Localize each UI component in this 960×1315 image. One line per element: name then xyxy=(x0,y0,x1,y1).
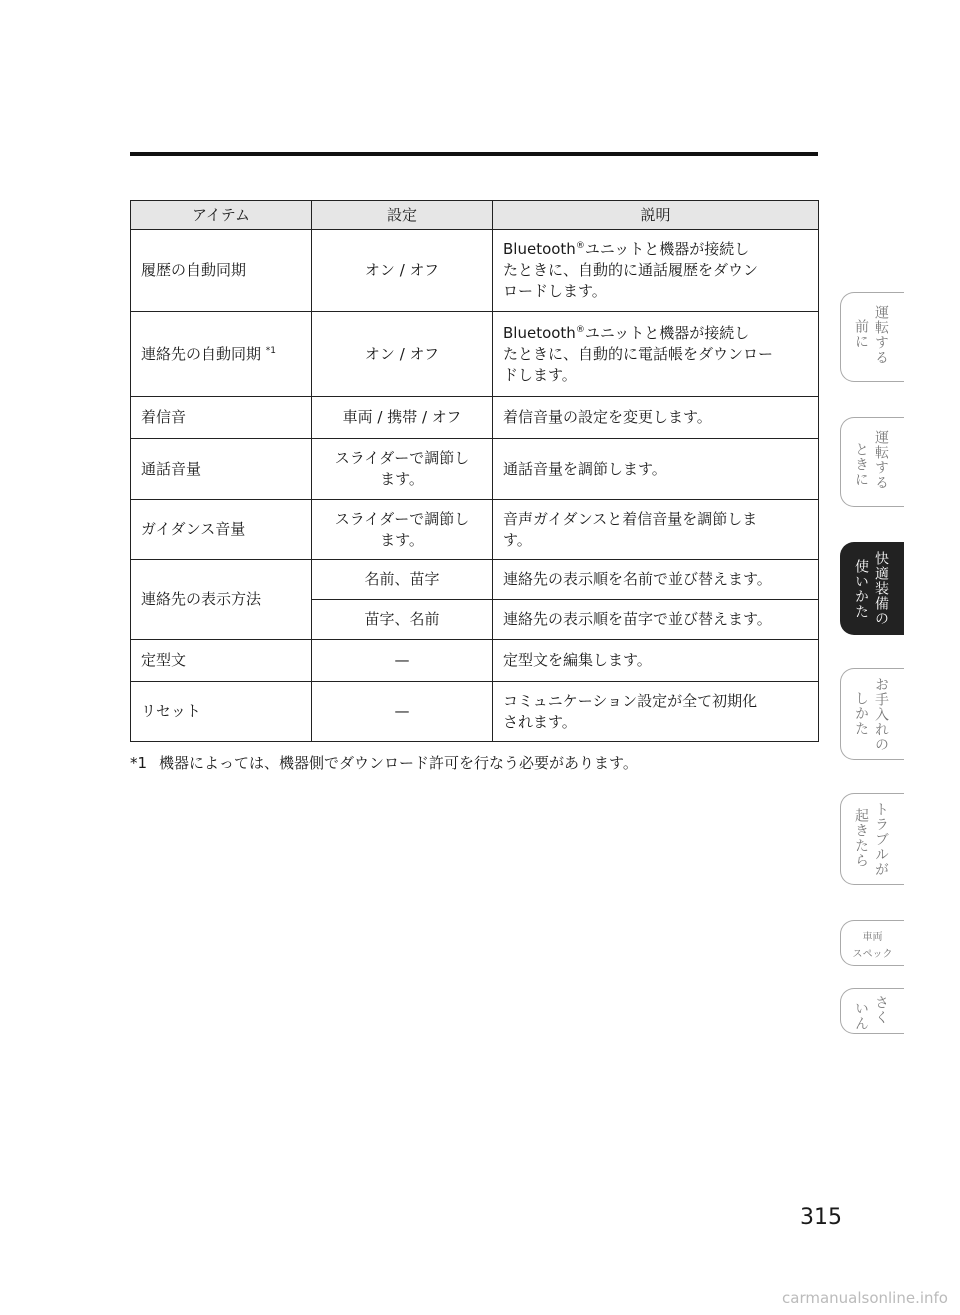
table-row xyxy=(131,682,819,742)
cell-item: 通話音量 xyxy=(131,439,312,500)
cell-description: 着信音量の設定を変更します。 xyxy=(493,397,819,439)
cell-description: 連絡先の表示順を名前で並び替えます。 xyxy=(493,560,819,600)
header-setting: 設定 xyxy=(312,201,493,230)
cell-item: リセット xyxy=(131,682,312,742)
tab-maintenance[interactable]: お手入れの しかた xyxy=(840,668,904,760)
table-row xyxy=(131,500,819,560)
cell-description: 連絡先の表示順を苗字で並び替えます。 xyxy=(493,600,819,640)
page-number: 315 xyxy=(800,1205,842,1230)
cell-description: 通話音量を調節します。 xyxy=(493,439,819,500)
cell-item: 連絡先の表示方法 xyxy=(131,560,312,640)
cell-description: Bluetooth®ユニットと機器が接続し たときに、自動的に電話帳をダウンロー ドします。 xyxy=(493,312,819,397)
cell-setting: スライダーで調節し ます。 xyxy=(312,500,493,560)
table-row xyxy=(131,640,819,682)
cell-description: コミュニケーション設定が全て初期化 されます。 xyxy=(493,682,819,742)
settings-table xyxy=(130,200,819,742)
cell-description: 音声ガイダンスと着信音量を調節しま す。 xyxy=(493,500,819,560)
cell-item: 連絡先の自動同期 $^{*1}$ xyxy=(131,312,312,397)
cell-setting: 苗字、名前 xyxy=(312,600,493,640)
cell-setting: — xyxy=(312,682,493,742)
tab-index[interactable]: さく いん xyxy=(840,988,904,1034)
tab-while-driving[interactable]: 運転する ときに xyxy=(840,417,904,507)
top-rule xyxy=(130,152,818,156)
table-row xyxy=(131,397,819,439)
header-item: アイテム xyxy=(131,201,312,230)
tab-vehicle-specs[interactable]: 車両 スペック xyxy=(840,920,904,966)
cell-item: 着信音 xyxy=(131,397,312,439)
table-row xyxy=(131,312,819,397)
footnote-text: 機器によっては、機器側でダウンロード許可を行なう必要があります。 xyxy=(159,754,638,772)
cell-description: 定型文を編集します。 xyxy=(493,640,819,682)
cell-setting: オン / オフ xyxy=(312,312,493,397)
cell-item: 履歴の自動同期 xyxy=(131,230,312,312)
cell-setting: スライダーで調節し ます。 xyxy=(312,439,493,500)
cell-setting: — xyxy=(312,640,493,682)
table-row xyxy=(131,560,819,600)
cell-setting: 名前、苗字 xyxy=(312,560,493,600)
cell-description: Bluetooth®ユニットと機器が接続し たときに、自動的に通話履歴をダウン ロードします。 xyxy=(493,230,819,312)
table-row xyxy=(131,439,819,500)
tab-troubleshooting[interactable]: トラブルが 起きたら xyxy=(840,793,904,885)
footnote-mark: *1 xyxy=(130,754,148,772)
table-header-row xyxy=(131,201,819,230)
table-row xyxy=(131,230,819,312)
footnote-ref: *1 xyxy=(265,345,277,356)
cell-setting: 車両 / 携帯 / オフ xyxy=(312,397,493,439)
cell-setting: オン / オフ xyxy=(312,230,493,312)
tab-comfort-features[interactable]: 快適装備の 使いかた xyxy=(840,542,904,635)
footnote xyxy=(130,752,638,773)
cell-item: 定型文 xyxy=(131,640,312,682)
cell-item: ガイダンス音量 xyxy=(131,500,312,560)
tab-before-driving[interactable]: 運転する 前に xyxy=(840,292,904,382)
header-description: 説明 xyxy=(493,201,819,230)
watermark-logo: carmanualsonline.info xyxy=(782,1289,948,1307)
